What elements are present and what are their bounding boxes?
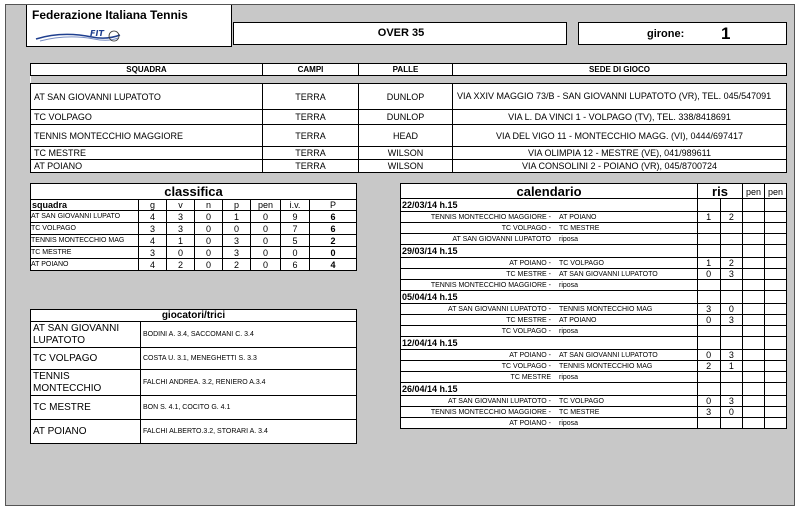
table-row xyxy=(31,160,787,173)
match-pen xyxy=(743,212,765,223)
teams-table xyxy=(30,63,787,173)
giocatori-players: BON S. 4.1, COCITO G. 4.1 xyxy=(141,396,357,420)
stat-n: 0 xyxy=(195,247,223,259)
match-away: riposa xyxy=(559,419,579,427)
calendar-pen2-empty xyxy=(765,337,787,350)
stat-iv: 7 xyxy=(281,223,310,235)
table-row xyxy=(31,322,357,348)
federation-title: Federazione Italiana Tennis xyxy=(32,8,188,22)
stat-g: 4 xyxy=(139,211,167,223)
match-teams xyxy=(401,350,698,361)
stat-pen: 0 xyxy=(251,259,281,271)
match-score xyxy=(720,326,743,337)
match-away: TC VOLPAGO xyxy=(559,259,604,267)
match-pen xyxy=(743,326,765,337)
match-pen xyxy=(743,234,765,245)
col-palle: PALLE xyxy=(359,64,453,76)
match-home: TENNIS MONTECCHIO MAGGIORE - xyxy=(430,281,551,289)
col-squadra: squadra xyxy=(31,200,139,211)
calendar-match-row xyxy=(401,258,787,269)
calendar-match-row xyxy=(401,361,787,372)
stat-v: 3 xyxy=(167,223,195,235)
match-pen xyxy=(765,350,787,361)
match-score: 1 xyxy=(697,212,720,223)
stat-g: 3 xyxy=(139,223,167,235)
match-pen xyxy=(765,234,787,245)
stat-p: 3 xyxy=(223,235,251,247)
match-away: riposa xyxy=(559,373,579,381)
team-sede: VIA DEL VIGO 11 - MONTECCHIO MAGG. (VI), 0444/697417 xyxy=(453,125,787,147)
match-away: riposa xyxy=(559,281,579,289)
match-score: 0 xyxy=(697,269,720,280)
match-teams xyxy=(401,326,698,337)
match-teams xyxy=(401,258,698,269)
match-score xyxy=(720,372,743,383)
match-pen xyxy=(765,407,787,418)
stat-p: 2 xyxy=(223,259,251,271)
match-pen xyxy=(765,269,787,280)
calendar-day-row xyxy=(401,199,787,212)
team-name: TC MESTRE xyxy=(31,147,263,160)
stat-n: 0 xyxy=(195,235,223,247)
calendar-match-row xyxy=(401,396,787,407)
giocatori-players: BODINI A. 3.4, SACCOMANI C. 3.4 xyxy=(141,322,357,348)
giocatori-players: FALCHI ANDREA. 3.2, RENIERO A.3.4 xyxy=(141,370,357,396)
stat-g: 3 xyxy=(139,247,167,259)
calendar-match-row xyxy=(401,280,787,291)
match-teams xyxy=(401,304,698,315)
classifica-team: TC MESTRE xyxy=(31,247,139,259)
team-palle: WILSON xyxy=(359,147,453,160)
match-teams xyxy=(401,223,698,234)
calendar-ris2-empty xyxy=(720,383,743,396)
stat-n: 0 xyxy=(195,211,223,223)
stat-points: 2 xyxy=(310,235,357,247)
stat-v: 3 xyxy=(167,211,195,223)
match-score xyxy=(697,372,720,383)
stat-iv: 0 xyxy=(281,247,310,259)
match-score: 3 xyxy=(720,269,743,280)
table-row xyxy=(31,125,787,147)
classifica-header-row xyxy=(31,200,357,211)
match-score xyxy=(697,418,720,429)
match-score: 0 xyxy=(720,304,743,315)
match-score xyxy=(697,234,720,245)
giocatori-team: AT POIANO xyxy=(31,420,141,444)
match-home: AT POIANO - xyxy=(509,351,551,359)
match-away: TC MESTRE xyxy=(559,224,600,232)
match-away: AT POIANO xyxy=(559,213,597,221)
calendar-pen2-empty xyxy=(765,199,787,212)
calendar-match-row xyxy=(401,315,787,326)
calendar-ris1-empty xyxy=(697,245,720,258)
calendar-match-row xyxy=(401,269,787,280)
match-score xyxy=(697,223,720,234)
calendar-day-row xyxy=(401,383,787,396)
team-campi: TERRA xyxy=(263,125,359,147)
match-score: 2 xyxy=(697,361,720,372)
calendar-pen1-empty xyxy=(743,199,765,212)
match-score xyxy=(720,234,743,245)
stat-iv: 6 xyxy=(281,259,310,271)
classifica-table xyxy=(30,183,357,271)
classifica-team: TC VOLPAGO xyxy=(31,223,139,235)
stat-points: 0 xyxy=(310,247,357,259)
category-label: OVER 35 xyxy=(377,27,425,39)
calendario-body xyxy=(400,198,787,429)
match-score: 1 xyxy=(697,258,720,269)
match-home: AT SAN GIOVANNI LUPATOTO - xyxy=(448,305,551,313)
team-sede: VIA OLIMPIA 12 - MESTRE (VE), 041/989611 xyxy=(453,147,787,160)
match-away: AT SAN GIOVANNI LUPATOTO xyxy=(559,270,658,278)
team-campi: TERRA xyxy=(263,147,359,160)
team-name: TENNIS MONTECCHIO MAGGIORE xyxy=(31,125,263,147)
team-palle: HEAD xyxy=(359,125,453,147)
giocatori-team: TC MESTRE xyxy=(31,396,141,420)
match-score: 0 xyxy=(720,407,743,418)
table-row xyxy=(31,259,357,271)
match-score xyxy=(720,223,743,234)
girone-box xyxy=(578,22,787,45)
calendar-ris1-empty xyxy=(697,337,720,350)
girone-value: 1 xyxy=(721,24,731,43)
calendar-date: 05/04/14 h.15 xyxy=(401,291,698,304)
stat-v: 0 xyxy=(167,247,195,259)
match-home: TC MESTRE - xyxy=(506,316,551,324)
col-sede: SEDE DI GIOCO xyxy=(453,64,787,76)
match-teams xyxy=(401,212,698,223)
calendar-date: 12/04/14 h.15 xyxy=(401,337,698,350)
col-iv: i.v. xyxy=(281,200,310,211)
table-row xyxy=(31,247,357,259)
calendar-ris2-empty xyxy=(720,291,743,304)
stat-g: 4 xyxy=(139,259,167,271)
match-score: 3 xyxy=(720,315,743,326)
col-g: g xyxy=(139,200,167,211)
match-pen xyxy=(765,223,787,234)
match-away: TENNIS MONTECCHIO MAG xyxy=(559,305,653,313)
match-score xyxy=(697,280,720,291)
match-pen xyxy=(743,361,765,372)
stat-pen: 0 xyxy=(251,211,281,223)
match-pen xyxy=(743,350,765,361)
calendar-ris2-empty xyxy=(720,199,743,212)
match-teams xyxy=(401,361,698,372)
team-campi: TERRA xyxy=(263,110,359,125)
match-away: TC VOLPAGO xyxy=(559,397,604,405)
calendar-day-row xyxy=(401,337,787,350)
pen1-header: pen xyxy=(743,184,765,200)
calendar-date: 29/03/14 h.15 xyxy=(401,245,698,258)
stat-points: 6 xyxy=(310,211,357,223)
match-pen xyxy=(743,223,765,234)
calendar-match-row xyxy=(401,223,787,234)
match-pen xyxy=(743,407,765,418)
match-away: AT POIANO xyxy=(559,316,597,324)
match-score: 3 xyxy=(720,350,743,361)
stat-iv: 9 xyxy=(281,211,310,223)
col-campi: CAMPI xyxy=(263,64,359,76)
match-pen xyxy=(743,258,765,269)
match-pen xyxy=(743,269,765,280)
match-teams xyxy=(401,396,698,407)
match-teams xyxy=(401,372,698,383)
calendar-pen2-empty xyxy=(765,383,787,396)
match-home: AT SAN GIOVANNI LUPATOTO - xyxy=(448,397,551,405)
calendar-ris1-empty xyxy=(697,291,720,304)
match-score xyxy=(720,418,743,429)
calendar-date: 22/03/14 h.15 xyxy=(401,199,698,212)
calendar-match-row xyxy=(401,234,787,245)
stat-p: 1 xyxy=(223,211,251,223)
calendar-match-row xyxy=(401,350,787,361)
calendar-pen2-empty xyxy=(765,291,787,304)
stat-p: 3 xyxy=(223,247,251,259)
team-palle: DUNLOP xyxy=(359,110,453,125)
calendar-pen2-empty xyxy=(765,245,787,258)
col-n: n xyxy=(195,200,223,211)
table-row xyxy=(31,110,787,125)
table-row xyxy=(31,84,787,110)
match-pen xyxy=(743,372,765,383)
calendar-pen1-empty xyxy=(743,383,765,396)
stat-n: 0 xyxy=(195,259,223,271)
team-campi: TERRA xyxy=(263,84,359,110)
match-home: TC VOLPAGO - xyxy=(501,362,551,370)
match-pen xyxy=(765,315,787,326)
match-teams xyxy=(401,269,698,280)
match-home: TC MESTRE - xyxy=(506,270,551,278)
giocatori-table xyxy=(30,309,357,444)
match-pen xyxy=(743,396,765,407)
match-score: 2 xyxy=(720,212,743,223)
match-pen xyxy=(765,326,787,337)
col-v: v xyxy=(167,200,195,211)
team-sede: VIA CONSOLINI 2 - POIANO (VR), 045/8700724 xyxy=(453,160,787,173)
col-squadra: SQUADRA xyxy=(31,64,263,76)
match-score xyxy=(697,326,720,337)
giocatori-team: TC VOLPAGO xyxy=(31,348,141,370)
match-pen xyxy=(765,361,787,372)
table-row xyxy=(31,235,357,247)
match-score: 3 xyxy=(720,396,743,407)
table-row xyxy=(31,348,357,370)
giocatori-team: AT SAN GIOVANNI LUPATOTO xyxy=(31,322,141,348)
match-home: TENNIS MONTECCHIO MAGGIORE - xyxy=(430,408,551,416)
calendar-day-row xyxy=(401,245,787,258)
calendario-title: calendario xyxy=(401,184,698,200)
match-away: riposa xyxy=(559,327,579,335)
match-pen xyxy=(743,418,765,429)
girone-label: girone: xyxy=(647,28,685,40)
team-palle: WILSON xyxy=(359,160,453,173)
calendar-match-row xyxy=(401,304,787,315)
classifica-title: classifica xyxy=(31,184,357,200)
match-score: 1 xyxy=(720,361,743,372)
match-score: 0 xyxy=(697,315,720,326)
stat-points: 6 xyxy=(310,223,357,235)
calendar-pen1-empty xyxy=(743,245,765,258)
table-row xyxy=(31,147,787,160)
spreadsheet-sheet xyxy=(5,4,795,506)
calendar-pen1-empty xyxy=(743,337,765,350)
match-home: AT POIANO - xyxy=(509,419,551,427)
match-pen xyxy=(765,372,787,383)
team-name: TC VOLPAGO xyxy=(31,110,263,125)
stat-p: 0 xyxy=(223,223,251,235)
match-away: TC MESTRE xyxy=(559,408,600,416)
match-pen xyxy=(765,418,787,429)
giocatori-players: COSTA U. 3.1, MENEGHETTI S. 3.3 xyxy=(141,348,357,370)
match-pen xyxy=(743,315,765,326)
match-pen xyxy=(765,304,787,315)
match-home: AT POIANO - xyxy=(509,259,551,267)
table-row xyxy=(31,211,357,223)
calendar-pen1-empty xyxy=(743,291,765,304)
match-home: TC VOLPAGO - xyxy=(501,327,551,335)
match-home: AT SAN GIOVANNI LUPATOTO xyxy=(452,235,551,243)
match-pen xyxy=(743,280,765,291)
svg-text:FIT: FIT xyxy=(90,29,104,38)
team-campi: TERRA xyxy=(263,160,359,173)
giocatori-players: FALCHI ALBERTO.3.2, STORARI A. 3.4 xyxy=(141,420,357,444)
stat-pen: 0 xyxy=(251,223,281,235)
calendar-match-row xyxy=(401,407,787,418)
giocatori-team: TENNIS MONTECCHIO xyxy=(31,370,141,396)
stat-points: 4 xyxy=(310,259,357,271)
col-p: p xyxy=(223,200,251,211)
calendar-ris1-empty xyxy=(697,199,720,212)
calendar-match-row xyxy=(401,212,787,223)
stat-v: 2 xyxy=(167,259,195,271)
calendar-day-row xyxy=(401,291,787,304)
calendar-match-row xyxy=(401,326,787,337)
match-away: TENNIS MONTECCHIO MAG xyxy=(559,362,653,370)
match-teams xyxy=(401,418,698,429)
fit-logo xyxy=(32,27,124,45)
match-away: riposa xyxy=(559,235,579,243)
match-teams xyxy=(401,407,698,418)
match-pen xyxy=(765,258,787,269)
match-teams xyxy=(401,234,698,245)
match-home: TENNIS MONTECCHIO MAGGIORE - xyxy=(430,213,551,221)
team-sede: VIA L. DA VINCI 1 - VOLPAGO (TV), TEL. 338/8418691 xyxy=(453,110,787,125)
category-box xyxy=(233,22,567,45)
match-pen xyxy=(765,212,787,223)
classifica-team: AT SAN GIOVANNI LUPATO xyxy=(31,211,139,223)
match-score: 2 xyxy=(720,258,743,269)
match-home: TC VOLPAGO - xyxy=(501,224,551,232)
col-points: P xyxy=(310,200,357,211)
match-pen xyxy=(743,304,765,315)
team-sede: VIA XXIV MAGGIO 73/B - SAN GIOVANNI LUPATOTO (VR), TEL. 045/547091 xyxy=(453,84,787,110)
pen2-header: pen xyxy=(765,184,787,200)
team-name: AT SAN GIOVANNI LUPATOTO xyxy=(31,84,263,110)
classifica-team: AT POIANO xyxy=(31,259,139,271)
col-pen: pen xyxy=(251,200,281,211)
table-row xyxy=(31,370,357,396)
calendar-ris1-empty xyxy=(697,383,720,396)
match-score xyxy=(720,280,743,291)
team-name: AT POIANO xyxy=(31,160,263,173)
classifica-team: TENNIS MONTECCHIO MAG xyxy=(31,235,139,247)
stat-g: 4 xyxy=(139,235,167,247)
match-pen xyxy=(765,280,787,291)
calendario-rows xyxy=(400,198,787,429)
match-score: 0 xyxy=(697,350,720,361)
ris-header: ris xyxy=(698,184,743,200)
stat-iv: 5 xyxy=(281,235,310,247)
giocatori-title: giocatori/trici xyxy=(31,310,357,322)
calendar-match-row xyxy=(401,418,787,429)
match-teams xyxy=(401,280,698,291)
match-score: 0 xyxy=(697,396,720,407)
stat-pen: 0 xyxy=(251,235,281,247)
match-away: AT SAN GIOVANNI LUPATOTO xyxy=(559,351,658,359)
match-score: 3 xyxy=(697,304,720,315)
match-pen xyxy=(765,396,787,407)
stat-n: 0 xyxy=(195,223,223,235)
calendar-ris2-empty xyxy=(720,337,743,350)
calendar-match-row xyxy=(401,372,787,383)
table-row xyxy=(31,223,357,235)
calendar-ris2-empty xyxy=(720,245,743,258)
table-row xyxy=(31,396,357,420)
team-palle: DUNLOP xyxy=(359,84,453,110)
match-home: TC MESTRE xyxy=(510,373,551,381)
teams-header-row xyxy=(31,64,787,76)
table-row xyxy=(31,420,357,444)
stat-pen: 0 xyxy=(251,247,281,259)
stat-v: 1 xyxy=(167,235,195,247)
calendar-date: 26/04/14 h.15 xyxy=(401,383,698,396)
match-score: 3 xyxy=(697,407,720,418)
match-teams xyxy=(401,315,698,326)
